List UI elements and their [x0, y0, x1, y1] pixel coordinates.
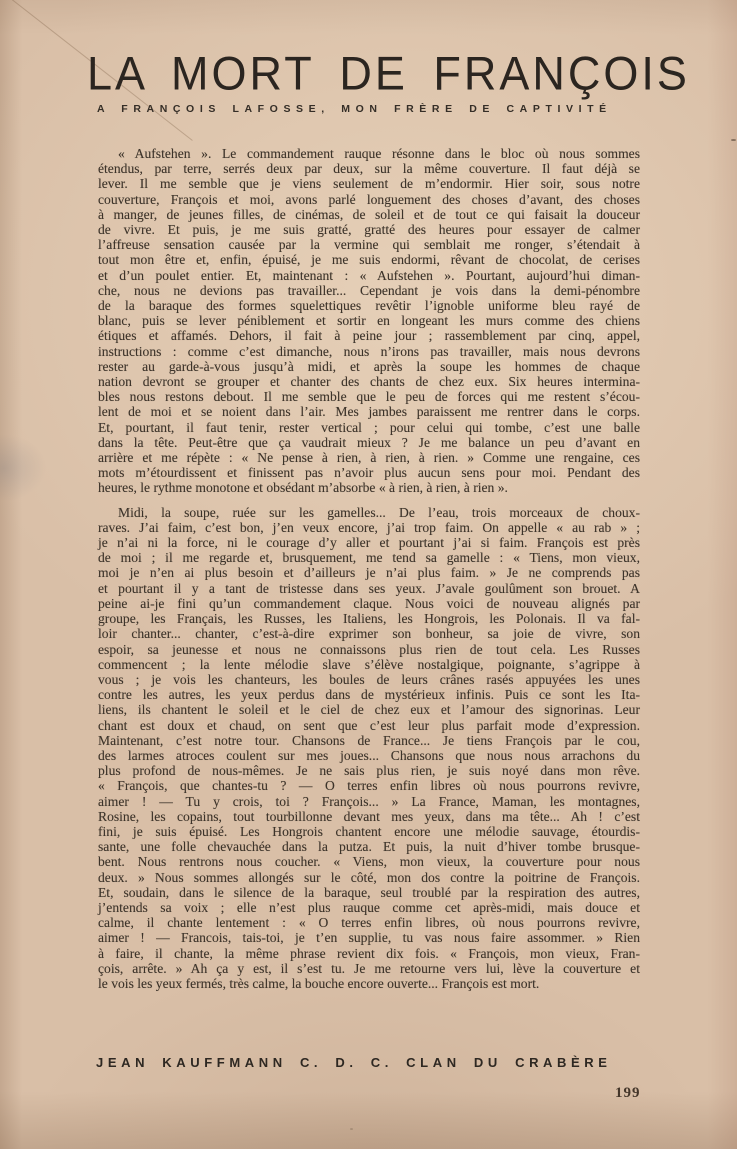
text-line: de la baraque des formes squelettiques revêtir l’ignoble uniforme bleu rayé de [98, 298, 640, 314]
text-line: deux. » Nous sommes allongés sur le côté, mon dos contre la poitrine de François. [98, 869, 640, 885]
dedication-line: A FRANÇOIS LAFOSSE, MON FRÈRE DE CAPTIVITÉ [97, 103, 612, 115]
text-line: aimer ! — Francois, tais-toi, je t’en supplie, tu vas nous faire assommer. » Rien [98, 930, 640, 946]
text-line: étendus, par terre, serrés deux par deux, sur la même couverture. Il faut déjà se [98, 161, 640, 177]
text-line: sante, une folle chevauchée dans la putza. Et puis, la nuit d’hiver tombe brusque- [98, 839, 640, 855]
text-line: « Aufstehen ». Le commandement rauque résonne dans le bloc où nous sommes [118, 146, 640, 161]
text-line: à manger, de jeunes filles, de cinémas, de soleil et de tout ce qui faisait la douceur [98, 206, 640, 222]
text-line: blanc, puis se lever péniblement et sortir en longeant les murs comme des chiens [98, 313, 640, 329]
article-body [98, 146, 640, 991]
text-line: loir chanter... chanter, c’est-à-dire exprimer son bonheur, sa joie de vivre, son [98, 626, 640, 642]
text-line: et pourtant il y a tant de tristesse dans ses yeux. J’avale goulûment son brouet. A [98, 580, 640, 596]
text-line: che, nous ne devions pas travailler... Cependant je vois dans la demi-pénombre [98, 282, 640, 298]
text-line: groupe, les Français, les Russes, les Italiens, les Hongrois, les Polonais. Il va fal- [98, 611, 640, 627]
text-line: à faire, il chante, la même phrase revient dix fois. « François, mon vieux, Fran- [98, 945, 640, 961]
text-line: je n’ai ni la force, ni le courage d’y aller et pourtant j’ai si faim. François est près [98, 535, 640, 551]
text-line: contre les autres, les yeux perdus dans de mystérieux infinis. Puis ce sont les Ita- [98, 687, 640, 703]
text-line: calme, il chante lentement : « O terres enfin libres, où nous pourrons revivre, [98, 915, 640, 931]
text-line: fini, je suis épuisé. Les Hongrois chantent encore une mélodie sauvage, étourdis- [98, 823, 640, 839]
text-line: Rosine, les copains, tout tourbillonne devant mes yeux, dans ma tête... Ah ! c’est [98, 808, 640, 824]
author-byline: JEAN KAUFFMANN C. D. C. CLAN DU CRABÈRE [96, 1055, 612, 1070]
text-line: commencent ; la lente mélodie slave s’élève nostalgique, poignante, s’agrippe à [98, 656, 640, 672]
text-line: couverture, François et moi, avons parlé longuement des choses d’avant, des choses [98, 191, 640, 207]
text-line: raves. J’ai faim, c’est bon, j’en veux encore, j’ai trop faim. On appelle « au rab » ; [98, 519, 640, 535]
text-line: liens, ils chantent le soleil et le ciel de chez eux et l’amour des signorinas. Leur [98, 702, 640, 718]
text-line: bles nous restons debout. Il me semble que le peu de forces qui me restent s’écou- [98, 389, 640, 405]
text-line: instructions : comme c’est dimanche, nous n’irons pas travailler, mais nous devrons [98, 343, 640, 359]
text-line: lent de moi et se noient dans l’air. Mes jambes paraissent me rentrer dans le corps. [98, 404, 640, 420]
text-line: de moi ; il me regarde et, brusquement, me tend sa gamelle : « Tiens, mon vieux, [98, 550, 640, 566]
text-line: heures, le rythme monotone et obsédant m’absorbe « à rien, à rien, à rien ». [98, 480, 508, 496]
paragraph [98, 505, 640, 992]
page-number: 199 [615, 1085, 641, 1101]
text-line: tout mon être et, enfin, épuisé, je me suis endormi, rêvant de chocolat, de cerises [98, 252, 640, 268]
text-line: vous ; je vois les chanteurs, les boules de leurs crânes rasés appuyées les unes [98, 671, 640, 687]
text-line: espoir, sa jeunesse et nous ne connaissons plus rien de tout cela. Les Russes [98, 641, 640, 657]
text-line: chant est doux et chaud, on sent que c’est leur plus parfait mode d’expression. [98, 717, 640, 733]
text-line: nation devront se grouper et chanter des chants de chez eux. Six heures intermina- [98, 374, 640, 390]
text-line: de vivre. Et puis, je me suis gratté, gratté des heures pour essayer de calmer [98, 222, 640, 238]
text-line: dans la tête. Peut-être que ça vaudrait mieux ? Je me balance un peu d’avant en [98, 434, 640, 450]
text-line: arrière et me répète : « Ne pense à rien, à rien, à rien. » Comme une rengaine, ces [98, 450, 640, 466]
text-line: plus profond de nous-mêmes. Je ne sais plus rien, je suis noyé dans mon rêve. [98, 763, 640, 779]
text-line: Maintenant, c’est notre tour. Chansons de France... Je tiens François par le cou, [98, 732, 640, 748]
text-line: Midi, la soupe, ruée sur les gamelles... De l’eau, trois morceaux de choux- [118, 504, 640, 520]
text-line: moi je n’en ai plus besoin et d’ailleurs je n’ai plus faim. » Je ne comprends pas [98, 565, 640, 581]
text-line: l’affreuse sensation causée par la vermine qui semblait me ronger, s’étendait à [98, 237, 640, 253]
page-title: LA MORT DE FRANÇOIS [87, 45, 690, 100]
text-line: des larmes atroces coulent sur mes joues... Chansons que nous nous arrachons du [98, 747, 640, 763]
text-line: bent. Nous rentrons nous coucher. « Viens, mon vieux, la couverture pour nous [98, 854, 640, 870]
text-line: Et, soudain, dans le silence de la baraque, seul troublé par la respiration des autres, [98, 884, 640, 900]
paper-speck [731, 139, 736, 141]
text-line: et d’un poulet entier. Et, maintenant : « Aufstehen ». Pourtant, aujourd’hui diman- [98, 267, 640, 283]
text-line: aimer ! — Tu y crois, toi ? François... » La France, Maman, les montagnes, [98, 793, 640, 809]
text-line: Et, pourtant, il faut tenir, rester vertical ; pour celui qui tombe, c’est une balle [98, 419, 640, 435]
text-line: le vois les yeux fermés, très calme, la bouche encore ouverte... François est mort. [98, 975, 540, 991]
text-line: peine ai-je fini qu’un commandement claque. Nous voici de nouveau alignés par [98, 595, 640, 611]
text-line: étiques et affamés. Dehors, il fait à peine jour ; rassemblement par cinq, appel, [98, 328, 640, 344]
text-line: çois, arrête. » Ah ça y est, il s’est tu. Je me retourne vers lui, lève la couverture et [98, 960, 640, 976]
text-line: lever. Il me semble que je viens seulement de m’endormir. Hier soir, sous notre [98, 176, 640, 192]
text-line: j’entends sa voix ; elle n’est plus rauque comme cet après-midi, mais douce et [98, 899, 640, 915]
text-line: mots m’étourdissent et finissent pas n’avoir plus aucun sens pour moi. Pendant des [98, 465, 640, 481]
text-line: « François, que chantes-tu ? — O terres enfin libres où nous pourrons revivre, [98, 778, 640, 794]
text-line: rester au garde-à-vous jusqu’à midi, et après la soupe les hommes de chaque [98, 358, 640, 374]
paragraph [98, 146, 640, 496]
paper-speck [350, 1128, 353, 1130]
